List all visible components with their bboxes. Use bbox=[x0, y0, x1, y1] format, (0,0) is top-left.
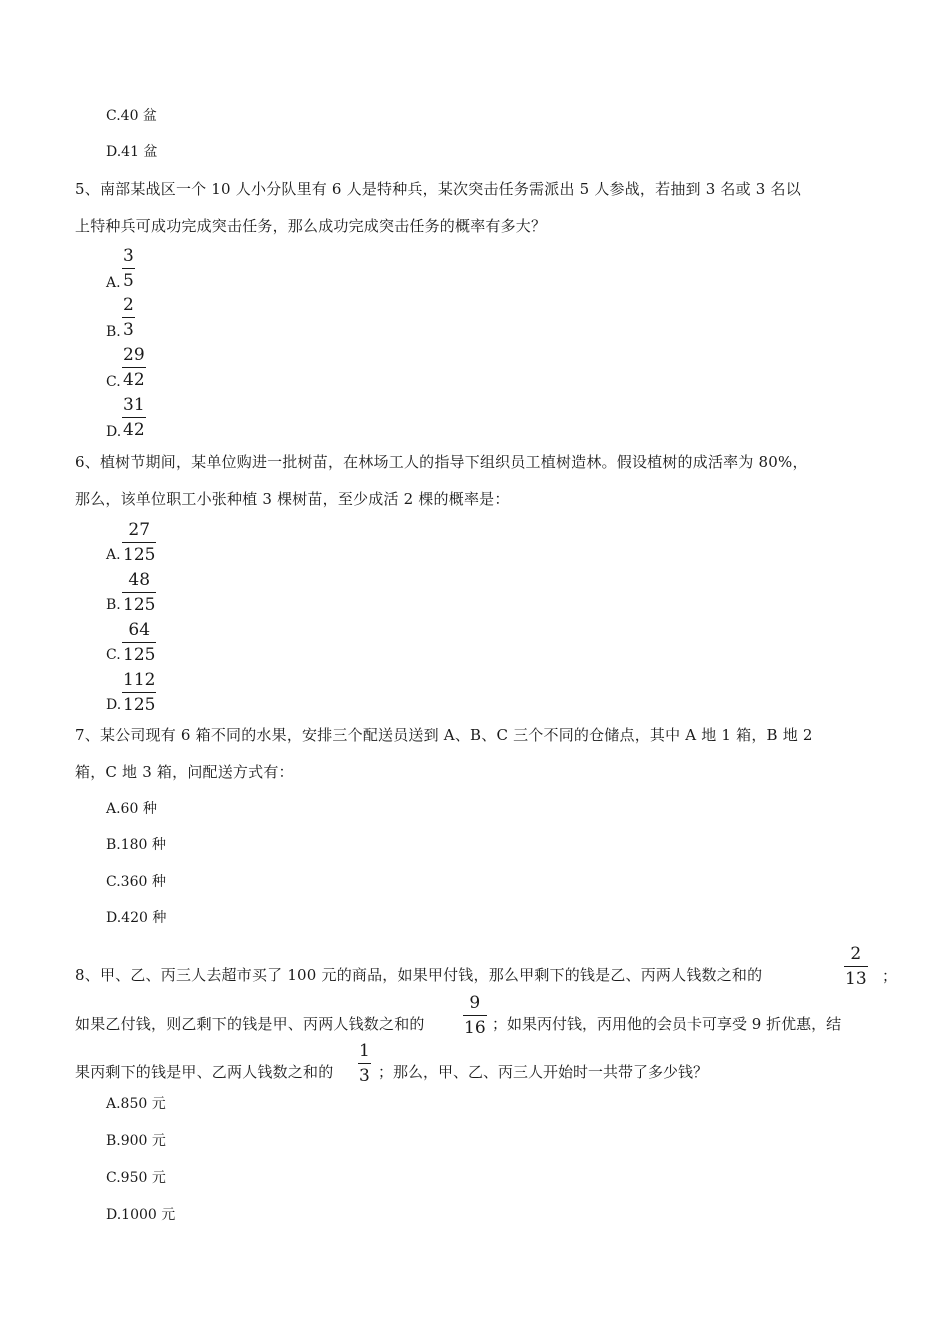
option-letter: C. bbox=[106, 374, 121, 390]
q4-option-c: C.40 盆 bbox=[106, 108, 157, 124]
option-letter: C. bbox=[106, 647, 121, 663]
denominator: 3 bbox=[358, 1063, 371, 1086]
q8-stem-line1-tail: ； bbox=[882, 967, 898, 985]
denominator: 125 bbox=[122, 642, 156, 665]
q5-stem-line1: 5、南部某战区一个 10 人小分队里有 6 人是特种兵，某次突击任务需派出 5 人参战，若抽到 3 名或 3 名以 bbox=[75, 180, 801, 198]
q6-stem-line1: 6、植树节期间，某单位购进一批树苗，在林场工人的指导下组织员工植树造林。假设植树的成活率为 80%， bbox=[75, 453, 808, 471]
denominator: 3 bbox=[122, 317, 135, 340]
numerator: 112 bbox=[123, 670, 156, 690]
q7-stem-line2: 箱，C 地 3 箱，问配送方式有： bbox=[75, 763, 294, 781]
numerator: 9 bbox=[469, 993, 481, 1013]
q8-stem-line2-tail: ；如果丙付钱，丙用他的会员卡可享受 9 折优惠，结 bbox=[492, 1015, 842, 1033]
denominator: 42 bbox=[122, 367, 146, 390]
option-letter: B. bbox=[106, 324, 121, 340]
denominator: 125 bbox=[122, 592, 156, 615]
fraction bbox=[122, 395, 146, 440]
q8-option-d: D.1000 元 bbox=[106, 1207, 176, 1223]
fraction bbox=[122, 295, 135, 340]
denominator: 125 bbox=[122, 542, 156, 565]
q8-option-a: A.850 元 bbox=[106, 1096, 166, 1112]
numerator: 27 bbox=[128, 520, 151, 540]
numerator: 31 bbox=[123, 395, 145, 415]
numerator: 48 bbox=[128, 570, 151, 590]
numerator: 3 bbox=[123, 246, 134, 266]
q8-stem-line1: 8、甲、乙、丙三人去超市买了 100 元的商品，如果甲付钱，那么甲剩下的钱是乙、丙两人钱数之和的 bbox=[75, 966, 763, 984]
q8-stem-line3-tail: ；那么，甲、乙、丙三人开始时一共带了多少钱？ bbox=[378, 1063, 709, 1081]
q8-stem-line2: 如果乙付钱，则乙剩下的钱是甲、丙两人钱数之和的 bbox=[75, 1015, 425, 1033]
q8-option-b: B.900 元 bbox=[106, 1133, 166, 1149]
option-letter: A. bbox=[106, 547, 121, 563]
option-letter: A. bbox=[106, 275, 121, 291]
denominator: 5 bbox=[122, 268, 135, 291]
denominator: 16 bbox=[463, 1015, 487, 1038]
denominator: 42 bbox=[122, 417, 146, 440]
fraction bbox=[122, 670, 156, 715]
q8-fraction-1 bbox=[844, 944, 868, 989]
q4-option-d: D.41 盆 bbox=[106, 144, 158, 160]
q7-option-a: A.60 种 bbox=[106, 801, 157, 817]
q8-fraction-3 bbox=[358, 1041, 371, 1086]
numerator: 2 bbox=[850, 944, 862, 964]
q7-option-c: C.360 种 bbox=[106, 874, 166, 890]
q7-option-b: B.180 种 bbox=[106, 837, 166, 853]
option-letter: D. bbox=[106, 424, 122, 440]
q7-option-d: D.420 种 bbox=[106, 910, 167, 926]
q8-fraction-2 bbox=[463, 993, 487, 1038]
q5-stem-line2: 上特种兵可成功完成突击任务，那么成功完成突击任务的概率有多大？ bbox=[75, 217, 547, 235]
fraction bbox=[122, 570, 156, 615]
fraction bbox=[122, 620, 156, 665]
fraction bbox=[122, 246, 135, 291]
denominator: 13 bbox=[844, 966, 868, 989]
q6-stem-line2: 那么，该单位职工小张种植 3 棵树苗，至少成活 2 棵的概率是： bbox=[75, 490, 510, 508]
numerator: 2 bbox=[123, 295, 134, 315]
q8-stem-line3: 果丙剩下的钱是甲、乙两人钱数之和的 bbox=[75, 1063, 334, 1081]
numerator: 29 bbox=[123, 345, 145, 365]
q7-stem-line1: 7、某公司现有 6 箱不同的水果，安排三个配送员送到 A、B、C 三个不同的仓储点，其中 A 地 1 箱，B 地 2 bbox=[75, 726, 813, 744]
q8-option-c: C.950 元 bbox=[106, 1170, 166, 1186]
fraction bbox=[122, 345, 146, 390]
numerator: 64 bbox=[128, 620, 151, 640]
numerator: 1 bbox=[359, 1041, 370, 1061]
fraction bbox=[122, 520, 156, 565]
denominator: 125 bbox=[122, 692, 156, 715]
option-letter: D. bbox=[106, 697, 122, 713]
option-letter: B. bbox=[106, 597, 121, 613]
